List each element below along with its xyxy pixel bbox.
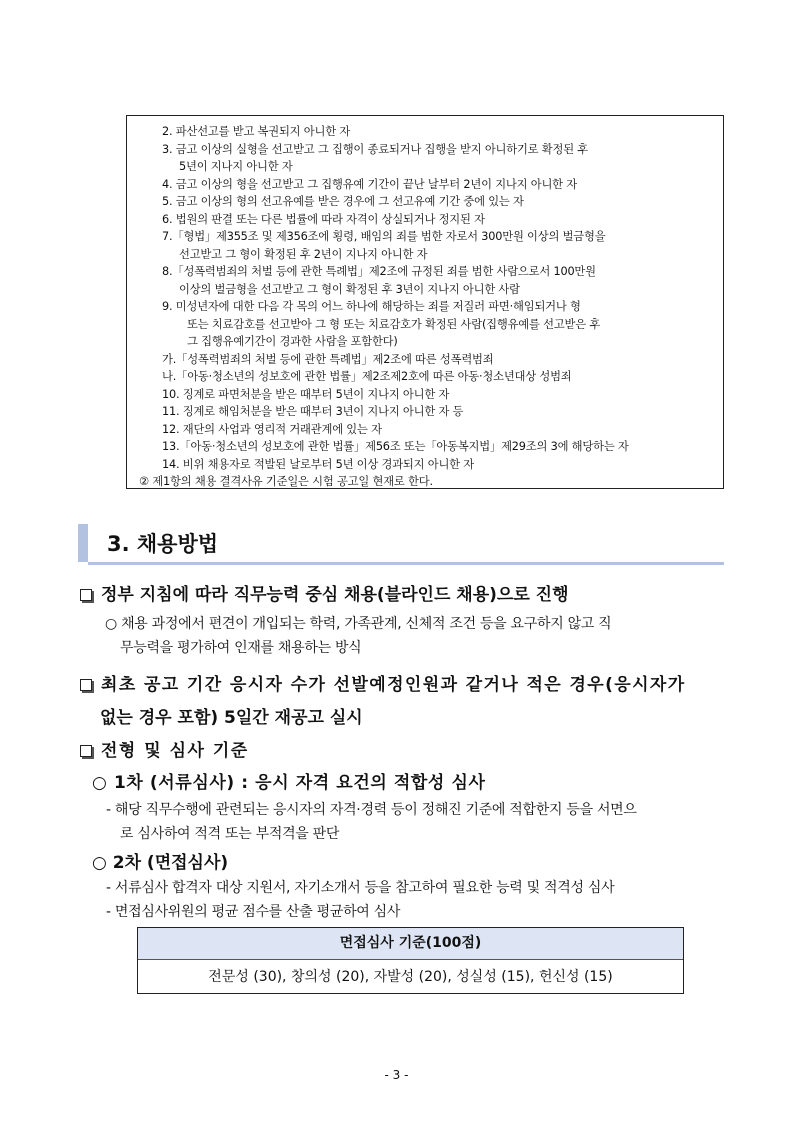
checkbox-square-icon	[80, 679, 92, 691]
box-line: 선고받고 그 형이 확정된 후 2년이 지나지 아니한 자	[179, 248, 428, 261]
stage-heading: ○ 1차 (서류심사) : 응시 자격 요건의 적합성 심사	[92, 773, 486, 793]
box-line: 12. 재단의 사업과 영리적 거래관계에 있는 자	[162, 423, 382, 436]
box-line: 4. 금고 이상의 형을 선고받고 그 집행유예 기간이 끝난 날부터 2년이 지나지 아니한 자	[162, 178, 577, 191]
box-line: 5. 금고 이상의 형의 선고유예를 받은 경우에 그 선고유예 기간 중에 있는 자	[162, 195, 524, 208]
box-line: 11. 징계로 해임처분을 받은 때부터 3년이 지나지 아니한 자 등	[162, 405, 464, 418]
table-header: 면접심사 기준(100점)	[138, 928, 683, 960]
box-line: 10. 징계로 파면처분을 받은 때부터 5년이 지나지 아니한 자	[162, 388, 450, 401]
bullet-text: 정부 지침에 따라 직무능력 중심 채용(블라인드 채용)으로 진행	[101, 585, 569, 605]
disqualification-box	[126, 115, 724, 489]
box-line: 2. 파산선고를 받고 복권되지 아니한 자	[162, 125, 351, 138]
box-line: 5년이 지나지 아니한 자	[179, 160, 293, 173]
section-title: 3. 채용방법	[107, 532, 219, 556]
bullet-text: 전형 및 심사 기준	[101, 741, 249, 761]
box-line: 13.「아동·청소년의 성보호에 관한 법률」제56조 또는「아동복지법」제29조의 3에 해당하는 자	[162, 440, 629, 453]
table-cell: 전문성 (30), 창의성 (20), 자발성 (20), 성실성 (15), 헌신성 (15)	[208, 969, 613, 985]
box-line: 7.「형법」제355조 및 제356조에 횡령, 배임의 죄를 범한 자로서 300만원 이상의 벌금형을	[162, 230, 606, 243]
box-line: 6. 법원의 판결 또는 다른 법률에 따라 자격이 상실되거나 정지된 자	[162, 213, 485, 226]
box-line: 나.「아동·청소년의 성보호에 관한 법률」제2조제2호에 따른 아동·청소년대상 성범죄	[162, 370, 572, 383]
box-line: 그 집행유예기간이 경과한 사람을 포함한다)	[187, 335, 398, 348]
checkbox-square-icon	[80, 745, 92, 757]
section-underline	[88, 562, 724, 565]
bullet-heading	[80, 736, 249, 761]
bullet-heading-cont: 없는 경우 포함) 5일간 재공고 실시	[100, 708, 363, 728]
detail-line-cont: 로 심사하여 적격 또는 부적격을 판단	[120, 826, 340, 842]
box-line: 8.「성폭력범죄의 처벌 등에 관한 특례법」제2조에 규정된 죄를 범한 사람으로서 100만원	[162, 265, 596, 278]
page-number: - 3 -	[384, 1068, 409, 1082]
checkbox-square-icon	[80, 589, 92, 601]
bullet-text: 최초 공고 기간 응시자 수가 선발예정인원과 같거나 적은 경우(응시자가	[101, 675, 686, 695]
bullet-heading	[80, 670, 686, 695]
sub-item-cont: 무능력을 평가하여 인재를 채용하는 방식	[120, 640, 362, 656]
box-line: ② 제1항의 채용 결격사유 기준일은 시험 공고일 현재로 한다.	[139, 475, 433, 488]
box-line: 가.「성폭력범죄의 처벌 등에 관한 특례법」제2조에 따른 성폭력범죄	[162, 353, 494, 366]
section-accent-bar	[78, 524, 88, 562]
bullet-heading	[80, 580, 569, 605]
box-line: 또는 치료감호를 선고받아 그 형 또는 치료감호가 확정된 사람(집행유예를 선고받은 후	[187, 318, 601, 331]
box-line: 이상의 벌금형을 선고받고 그 형이 확정된 후 3년이 지나지 아니한 사람	[179, 283, 520, 296]
box-line: 9. 미성년자에 대한 다음 각 목의 어느 하나에 해당하는 죄를 저질러 파면·해임되거나 형	[162, 300, 581, 313]
box-line: 3. 금고 이상의 실형을 선고받고 그 집행이 종료되거나 집행을 받지 아니하기로 확정된 후	[162, 143, 589, 156]
box-line: 14. 비위 채용자로 적발된 날로부터 5년 이상 경과되지 아니한 자	[162, 458, 474, 471]
sub-item: ○ 채용 과정에서 편견이 개입되는 학력, 가족관계, 신체적 조건 등을 요구하지 않고 직	[105, 616, 612, 632]
stage-heading: ○ 2차 (면접심사)	[92, 853, 229, 873]
detail-line: - 해당 직무수행에 관련되는 응시자의 자격·경력 등이 정해진 기준에 적합한지 등을 서면으	[106, 802, 637, 818]
detail-line: - 면접심사위원의 평균 점수를 산출 평균하여 심사	[106, 904, 401, 920]
detail-line: - 서류심사 합격자 대상 지원서, 자기소개서 등을 참고하여 필요한 능력 및 적격성 심사	[106, 880, 615, 896]
interview-criteria-table	[137, 927, 684, 994]
